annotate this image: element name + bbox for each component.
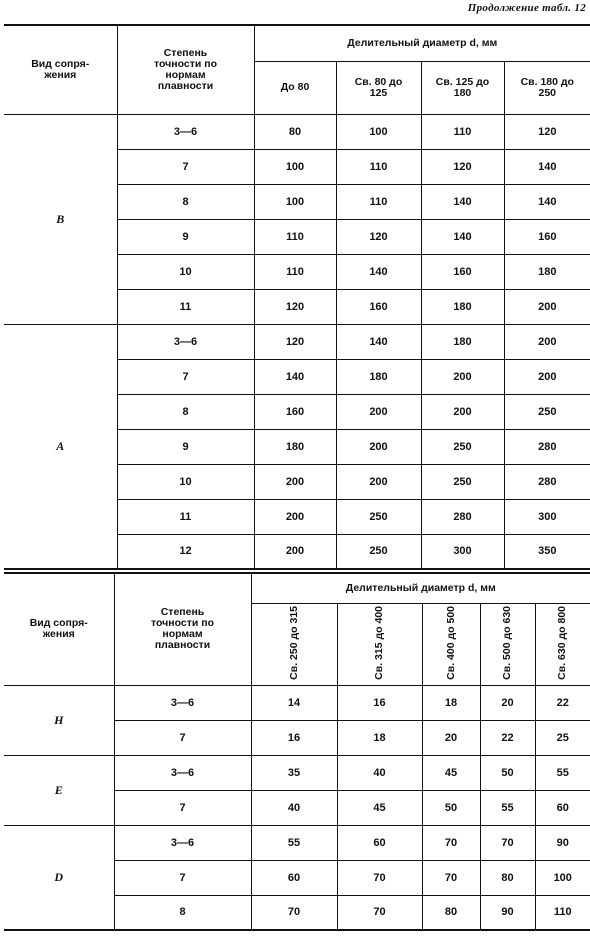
value-cell: 90 <box>480 895 535 930</box>
value-cell: 80 <box>254 114 336 149</box>
degree-cell: 12 <box>117 534 254 569</box>
degree-cell: 8 <box>117 184 254 219</box>
value-cell: 90 <box>535 825 590 860</box>
value-cell: 200 <box>336 464 421 499</box>
value-cell: 35 <box>251 755 337 790</box>
degree-cell: 8 <box>114 895 251 930</box>
value-cell: 70 <box>337 895 422 930</box>
value-cell: 120 <box>421 149 504 184</box>
degree-cell: 3—6 <box>114 825 251 860</box>
value-cell: 120 <box>504 114 590 149</box>
value-cell: 45 <box>422 755 480 790</box>
table-1 <box>4 24 590 570</box>
value-cell: 160 <box>421 254 504 289</box>
header-type: Вид сопря- жения <box>4 573 114 685</box>
value-cell: 200 <box>336 429 421 464</box>
header-col-1: Св. 250 до 315 <box>251 603 337 685</box>
value-cell: 80 <box>422 895 480 930</box>
value-cell: 180 <box>504 254 590 289</box>
value-cell: 16 <box>251 720 337 755</box>
value-cell: 200 <box>504 324 590 359</box>
header-diameter: Делительный диаметр d, мм <box>254 25 590 61</box>
value-cell: 70 <box>480 825 535 860</box>
table-row <box>4 324 590 359</box>
value-cell: 200 <box>254 464 336 499</box>
header-degree: Степень точности по нормам плавности <box>117 25 254 114</box>
value-cell: 70 <box>422 860 480 895</box>
degree-cell: 7 <box>117 359 254 394</box>
degree-cell: 11 <box>117 289 254 324</box>
header-type: Вид сопря- жения <box>4 25 117 114</box>
value-cell: 200 <box>421 394 504 429</box>
value-cell: 22 <box>480 720 535 755</box>
value-cell: 20 <box>422 720 480 755</box>
table-row <box>4 755 590 790</box>
value-cell: 140 <box>254 359 336 394</box>
value-cell: 250 <box>336 534 421 569</box>
value-cell: 50 <box>480 755 535 790</box>
table-row <box>4 825 590 860</box>
table-row <box>4 114 590 149</box>
degree-cell: 3—6 <box>114 755 251 790</box>
header-col-3: Св. 125 до 180 <box>421 61 504 114</box>
value-cell: 45 <box>337 790 422 825</box>
degree-cell: 10 <box>117 254 254 289</box>
value-cell: 80 <box>480 860 535 895</box>
value-cell: 110 <box>535 895 590 930</box>
value-cell: 40 <box>251 790 337 825</box>
degree-cell: 3—6 <box>114 685 251 720</box>
value-cell: 50 <box>422 790 480 825</box>
value-cell: 250 <box>504 394 590 429</box>
value-cell: 22 <box>535 685 590 720</box>
value-cell: 250 <box>421 429 504 464</box>
header-diameter: Делительный диаметр d, мм <box>251 573 590 603</box>
value-cell: 120 <box>254 289 336 324</box>
table-row <box>4 685 590 720</box>
value-cell: 100 <box>254 184 336 219</box>
value-cell: 160 <box>336 289 421 324</box>
value-cell: 280 <box>504 429 590 464</box>
value-cell: 200 <box>421 359 504 394</box>
degree-cell: 7 <box>114 790 251 825</box>
header-col-1: До 80 <box>254 61 336 114</box>
value-cell: 110 <box>254 254 336 289</box>
degree-cell: 10 <box>117 464 254 499</box>
header-degree: Степень точности по нормам плавности <box>114 573 251 685</box>
value-cell: 60 <box>337 825 422 860</box>
degree-cell: 9 <box>117 429 254 464</box>
value-cell: 140 <box>421 184 504 219</box>
value-cell: 140 <box>336 324 421 359</box>
value-cell: 110 <box>254 219 336 254</box>
value-cell: 160 <box>254 394 336 429</box>
value-cell: 20 <box>480 685 535 720</box>
value-cell: 280 <box>421 499 504 534</box>
table-2 <box>4 572 590 931</box>
value-cell: 120 <box>336 219 421 254</box>
mating-type-cell: E <box>4 755 114 825</box>
value-cell: 110 <box>336 149 421 184</box>
value-cell: 200 <box>504 359 590 394</box>
value-cell: 100 <box>535 860 590 895</box>
header-col-5: Св. 630 до 800 <box>535 603 590 685</box>
header-col-2: Св. 80 до 125 <box>336 61 421 114</box>
value-cell: 25 <box>535 720 590 755</box>
value-cell: 55 <box>251 825 337 860</box>
mating-type-cell: B <box>4 114 117 324</box>
header-col-3: Св. 400 до 500 <box>422 603 480 685</box>
header-col-4: Св. 500 до 630 <box>480 603 535 685</box>
value-cell: 300 <box>504 499 590 534</box>
mating-type-cell: H <box>4 685 114 755</box>
degree-cell: 9 <box>117 219 254 254</box>
value-cell: 18 <box>422 685 480 720</box>
value-cell: 16 <box>337 685 422 720</box>
value-cell: 180 <box>421 289 504 324</box>
header-col-2: Св. 315 до 400 <box>337 603 422 685</box>
value-cell: 250 <box>421 464 504 499</box>
value-cell: 70 <box>251 895 337 930</box>
value-cell: 70 <box>422 825 480 860</box>
degree-cell: 7 <box>117 149 254 184</box>
value-cell: 140 <box>504 184 590 219</box>
mating-type-cell: A <box>4 324 117 569</box>
value-cell: 55 <box>480 790 535 825</box>
value-cell: 110 <box>421 114 504 149</box>
degree-cell: 8 <box>117 394 254 429</box>
degree-cell: 7 <box>114 860 251 895</box>
value-cell: 140 <box>504 149 590 184</box>
value-cell: 14 <box>251 685 337 720</box>
value-cell: 55 <box>535 755 590 790</box>
value-cell: 180 <box>254 429 336 464</box>
degree-cell: 11 <box>117 499 254 534</box>
value-cell: 40 <box>337 755 422 790</box>
value-cell: 120 <box>254 324 336 359</box>
value-cell: 180 <box>336 359 421 394</box>
value-cell: 60 <box>535 790 590 825</box>
value-cell: 280 <box>504 464 590 499</box>
value-cell: 350 <box>504 534 590 569</box>
degree-cell: 7 <box>114 720 251 755</box>
degree-cell: 3—6 <box>117 114 254 149</box>
value-cell: 200 <box>254 534 336 569</box>
value-cell: 180 <box>421 324 504 359</box>
degree-cell: 3—6 <box>117 324 254 359</box>
value-cell: 70 <box>337 860 422 895</box>
value-cell: 250 <box>336 499 421 534</box>
mating-type-cell: D <box>4 825 114 930</box>
table-caption: Продолжение табл. 12 <box>467 2 586 14</box>
value-cell: 100 <box>336 114 421 149</box>
value-cell: 200 <box>254 499 336 534</box>
value-cell: 60 <box>251 860 337 895</box>
value-cell: 200 <box>504 289 590 324</box>
value-cell: 160 <box>504 219 590 254</box>
value-cell: 18 <box>337 720 422 755</box>
header-col-4: Св. 180 до 250 <box>504 61 590 114</box>
value-cell: 140 <box>336 254 421 289</box>
value-cell: 300 <box>421 534 504 569</box>
value-cell: 100 <box>254 149 336 184</box>
value-cell: 140 <box>421 219 504 254</box>
value-cell: 200 <box>336 394 421 429</box>
value-cell: 110 <box>336 184 421 219</box>
